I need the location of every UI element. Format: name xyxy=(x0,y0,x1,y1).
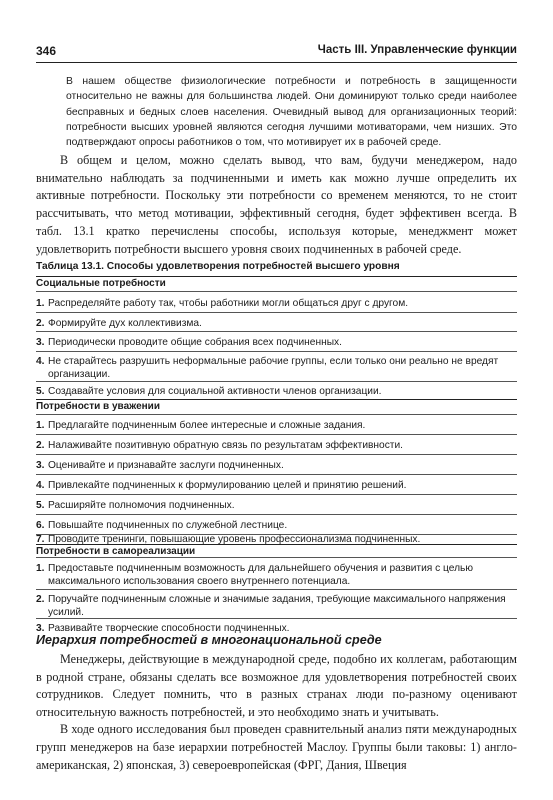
item-number: 4. xyxy=(36,480,45,491)
row-rule xyxy=(36,312,517,313)
table-title: Таблица 13.1. Способы удовлетворения потребностей высшего уровня xyxy=(36,261,400,272)
section-rule xyxy=(36,557,517,558)
table-item xyxy=(36,519,516,532)
table-item xyxy=(36,459,516,472)
table-item xyxy=(36,317,516,330)
table-item xyxy=(36,479,516,492)
item-text: Проводите тренинги, повышающие уровень профессионализма подчиненных. xyxy=(48,534,421,545)
table-item xyxy=(36,439,516,452)
section-rule xyxy=(36,291,517,292)
item-number: 5. xyxy=(36,386,45,397)
item-number: 6. xyxy=(36,520,45,531)
running-head: Часть III. Управленческие функции xyxy=(317,44,517,56)
table-item xyxy=(36,499,516,512)
item-text: Повышайте подчиненных по служебной лестнице. xyxy=(48,520,288,531)
table-item xyxy=(36,385,516,398)
body-paragraph: Менеджеры, действующие в международной среде, подобно их коллегам, работающим в родной стране, обязаны сделать все возможное для удовлетворения потребностей своих сотрудников. Следует помнить, что в разных странах люди по-разному оценивают относительную важность потребностей, и это необходимо знать и учитывать. xyxy=(36,652,517,719)
row-rule xyxy=(36,589,517,590)
row-rule xyxy=(36,434,517,435)
body-text-2 xyxy=(36,651,517,774)
section-rule xyxy=(36,399,517,400)
item-number: 5. xyxy=(36,500,45,511)
section-rule xyxy=(36,414,517,415)
section-heading-social: Социальные потребности xyxy=(36,278,166,289)
item-number: 3. xyxy=(36,623,45,634)
item-text: Формируйте дух коллективизма. xyxy=(48,318,202,329)
body-paragraph: В общем и целом, можно сделать вывод, что вам, будучи менеджером, надо внимательно наблюдать за подчиненными и иметь как можно лучше определить их активные потребности. Поскольку эти потребности со временем меняются, то не стоит рассчитывать, что метод мотивации, эффективный сегодня, будет эффективен всегда. В табл. 13.1 кратко перечислены способы, используя которые, менеджмент может удовлетворить потребности высшего уровня своих подчиненных в рабочей среде. xyxy=(36,153,517,256)
page-header xyxy=(36,44,517,62)
item-text: Периодически проводите общие собрания всех подчиненных. xyxy=(48,337,342,348)
callout-block xyxy=(66,74,517,150)
table-item xyxy=(36,297,516,310)
item-number: 7. xyxy=(36,534,45,545)
body-text xyxy=(36,152,517,258)
body-paragraph: В ходе одного исследования был проведен сравнительный анализ пяти международных групп менеджеров на базе иерархии потребностей Маслоу. Группы были таковы: 1) англо-американская, 2) японская, 3) североевропейская (ФРГ, Дания, Швеция xyxy=(36,722,517,772)
item-number: 1. xyxy=(36,420,45,431)
item-text: Создавайте условия для социальной активности членов организации. xyxy=(48,386,382,397)
item-number: 1. xyxy=(36,298,45,309)
row-rule xyxy=(36,331,517,332)
header-rule xyxy=(36,62,517,63)
item-text: Не старайтесь разрушить неформальные рабочие группы, если только они реально не вредят организации. xyxy=(48,356,499,380)
item-text: Предлагайте подчиненным более интересные и сложные задания. xyxy=(48,420,366,431)
section-heading-self-actualization: Потребности в самореализации xyxy=(36,546,196,557)
table-item xyxy=(36,336,516,349)
item-text: Поручайте подчиненным сложные и значимые задания, требующие максимального напряжения усилий. xyxy=(48,594,506,618)
item-number: 4. xyxy=(36,356,45,367)
item-text: Налаживайте позитивную обратную связь по результатам эффективности. xyxy=(48,440,403,451)
table-top-rule xyxy=(36,276,517,277)
callout-text: В нашем обществе физиологические потребности и потребность в защищенности относительно не важны для большинства людей. Они доминируют только среди наиболее бесправных и бедных слоев населения. Очевидный вывод для организационных теорий: потребности высших уровней являются сегодня лучшими мотиваторами, чем низших. Это подтверждают опросы работников о том, что мотивирует их в рабочей среде. xyxy=(66,76,517,149)
row-rule xyxy=(36,474,517,475)
item-text: Привлекайте подчиненных к формулированию целей и принятию решений. xyxy=(48,480,407,491)
section-heading-esteem: Потребности в уважении xyxy=(36,401,160,412)
item-number: 1. xyxy=(36,563,45,574)
item-text: Предоставьте подчиненным возможность для дальнейшего обучения и развития с целью максимального использования своего внутреннего потенциала. xyxy=(48,563,473,587)
item-text: Оценивайте и признавайте заслуги подчиненных. xyxy=(48,460,284,471)
item-number: 2. xyxy=(36,440,45,451)
table-item xyxy=(36,593,516,619)
item-number: 3. xyxy=(36,337,45,348)
item-text: Распределяйте работу так, чтобы работники могли общаться друг с другом. xyxy=(48,298,409,309)
item-number: 3. xyxy=(36,460,45,471)
page-number: 346 xyxy=(36,44,57,58)
item-text: Развивайте творческие способности подчиненных. xyxy=(48,623,290,634)
table-item xyxy=(36,355,516,381)
row-rule xyxy=(36,381,517,382)
item-number: 2. xyxy=(36,318,45,329)
table-item xyxy=(36,562,516,588)
row-rule xyxy=(36,494,517,495)
row-rule xyxy=(36,454,517,455)
item-text: Расширяйте полномочия подчиненных. xyxy=(48,500,235,511)
row-rule xyxy=(36,514,517,515)
table-item xyxy=(36,533,516,546)
row-rule xyxy=(36,351,517,352)
section-subheading: Иерархия потребностей в многонациональной среде xyxy=(36,633,382,647)
table-item xyxy=(36,419,516,432)
item-number: 2. xyxy=(36,594,45,605)
